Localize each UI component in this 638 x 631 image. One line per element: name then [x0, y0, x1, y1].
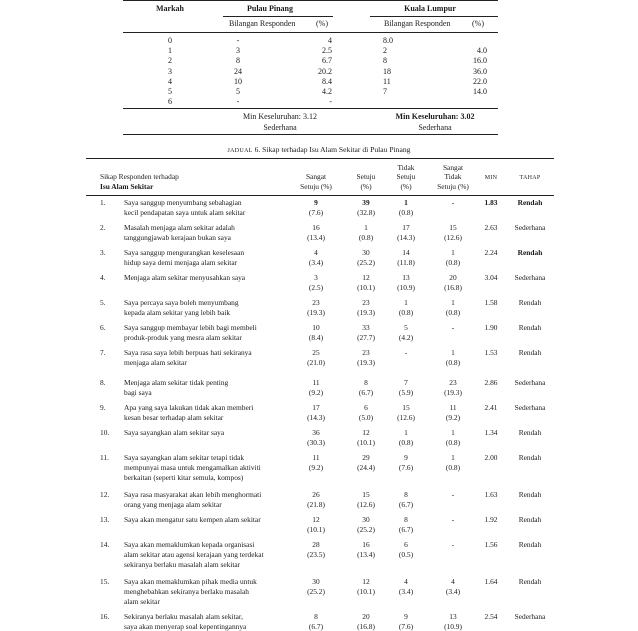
table6-cell-agree: 23	[362, 298, 370, 307]
table6-cell-strongly-disagree-pct: (0.8)	[445, 308, 461, 318]
table6-cell-strongly-agree: 4	[314, 248, 318, 257]
table6-cell-strongly-disagree-pct: (0.8)	[445, 358, 461, 368]
table6-cell-strongly-agree: 10	[312, 323, 320, 332]
table5-cell-pp-count: -	[236, 36, 240, 45]
table6-cell-agree: 12	[362, 577, 370, 586]
table6-cell-agree: 12	[362, 273, 370, 282]
table5-cell-markah: 2	[168, 56, 172, 66]
table5-cell-pp-count: -	[236, 97, 240, 107]
table6-statement-line: berkaitan (seperti kitar semula, kompos)	[124, 473, 244, 483]
table6-cell-strongly-disagree: -	[451, 323, 455, 332]
table6-cell-disagree-pct: (10.9)	[397, 283, 415, 293]
table6-cell-agree: 33	[362, 323, 370, 332]
table6-header-sts-line1: Sangat	[442, 163, 464, 172]
table6-cell-agree: 29	[362, 453, 370, 462]
table6-row-number: 12.	[100, 490, 110, 499]
table6-row-number: 11.	[100, 453, 109, 462]
table6-cell-disagree: 17	[402, 223, 410, 232]
table5-cell-markah: 5	[168, 87, 172, 96]
table6-cell-strongly-disagree-pct: (12.6)	[444, 233, 462, 243]
table6-cell-strongly-agree: 12	[312, 515, 320, 524]
table6-cell-disagree: 8	[404, 490, 408, 499]
table6-cell-strongly-agree-pct: (9.2)	[308, 388, 324, 398]
table6-cell-disagree-pct: (12.6)	[397, 413, 415, 423]
table6-statement-line: kepada alam sekitar yang lebih baik	[124, 308, 231, 318]
table5-cell-pp-percent: 4	[328, 36, 332, 45]
table6-cell-agree: 12	[362, 428, 370, 437]
table6-cell-min: 1.90	[484, 323, 498, 332]
table6-cell-agree-pct: (25.2)	[357, 525, 375, 535]
table6-cell-tahap: Rendah	[518, 428, 542, 437]
table6-cell-disagree-pct: (0.8)	[398, 308, 414, 318]
table6-cell-min: 2.63	[484, 223, 498, 232]
table6-row-number: 7.	[100, 348, 106, 357]
table6-header-col1-line1: Sikap Responden terhadap	[100, 172, 179, 181]
table6-header-ss-line2: Setuju (%)	[300, 182, 332, 191]
table6-cell-strongly-disagree-pct: (10.9)	[444, 622, 462, 631]
table6-cell-disagree-pct: (6.7)	[398, 500, 414, 510]
table6-header-sts-line2: Tidak	[444, 172, 462, 181]
table6-cell-strongly-agree: 17	[312, 403, 320, 412]
table6-cell-disagree-pct: (7.6)	[398, 622, 414, 631]
table6-cell-min: 2.86	[484, 378, 498, 387]
table5-top-rule	[123, 0, 498, 1]
table6-cell-strongly-agree-pct: (13.4)	[307, 233, 325, 243]
table6-cell-strongly-agree-pct: (21.0)	[307, 358, 325, 368]
table6-cell-min: 1.58	[484, 298, 498, 307]
table6-header-min: MIN	[484, 175, 498, 181]
table6-cell-tahap: Rendah	[518, 540, 542, 549]
table6-cell-strongly-disagree-pct: (9.2)	[445, 413, 461, 423]
table5-cell-markah: 6	[168, 97, 172, 107]
table6-cell-disagree: 4	[404, 577, 408, 586]
table5-cell-pp-count: 10	[234, 76, 242, 86]
table6-statement-line: kecil pendapatan saya untuk alam sekitar	[124, 208, 246, 218]
table6-cell-min: 2.24	[484, 248, 498, 257]
table6-cell-strongly-agree-pct: (25.2)	[307, 587, 325, 597]
table6-statement-line: menghebahkan sekiranya berlaku masalah	[124, 587, 249, 597]
table5-header-kl-bilangan: Bilangan Responden	[384, 19, 451, 28]
table5-cell-markah: 1	[168, 46, 172, 56]
table5-header-bottom-rule	[123, 32, 498, 33]
table6-cell-strongly-agree: 8	[314, 612, 318, 621]
table5-cell-kl-count: 8	[383, 56, 387, 66]
table6-cell-tahap: Rendah	[518, 453, 542, 462]
table6-statement-line: Saya sayangkan alam sekitar tetapi tidak	[124, 453, 245, 462]
table6-row-number: 2.	[100, 223, 106, 232]
table6-statement-line: orang yang menjaga alam sekitar	[124, 500, 222, 510]
table5-header-pp-percent: (%)	[316, 19, 328, 28]
table6-row-number: 15.	[100, 577, 110, 586]
table5-cell-pp-percent: 8.4	[322, 76, 332, 86]
table6-row-number: 9.	[100, 403, 106, 412]
table6-cell-disagree: 1	[404, 428, 408, 437]
table6-cell-disagree: 15	[402, 403, 410, 412]
table6-cell-strongly-agree-pct: (19.3)	[307, 308, 325, 318]
table5-cell-kl-count: 2	[383, 46, 387, 56]
table6-cell-tahap: Sederhana	[514, 273, 546, 282]
table6-cell-strongly-agree: 23	[312, 298, 320, 307]
table6-header-s-line1: Setuju	[356, 172, 376, 181]
table5-kl-mean: Min Keseluruhan: 3.02	[395, 112, 475, 121]
table6-cell-strongly-agree: 36	[312, 428, 320, 437]
table6-cell-strongly-disagree: 4	[451, 577, 455, 586]
table6-cell-strongly-agree: 11	[312, 453, 320, 462]
table6-cell-disagree-pct: (0.5)	[398, 550, 414, 560]
table6-statement-line: Saya percaya saya boleh menyumbang	[124, 298, 239, 307]
table6-row-number: 5.	[100, 298, 106, 307]
table6-cell-disagree-pct: (0.8)	[398, 438, 414, 448]
table6-header-ts-line1: Tidak	[397, 163, 415, 172]
table6-statement-line: Saya rasa saya lebih berpuas hati sekiranya	[124, 348, 252, 357]
table6-statement-line: Masalah menjaga alam sekitar adalah	[124, 223, 235, 232]
table5-cell-pp-count: 3	[236, 46, 240, 56]
table6-cell-strongly-agree-pct: (6.7)	[308, 622, 324, 631]
table6-cell-agree-pct: (24.4)	[357, 463, 375, 473]
table5-body-bottom-rule	[123, 108, 498, 109]
table6-cell-agree-pct: (19.3)	[357, 308, 375, 318]
table6-row-number: 14.	[100, 540, 110, 549]
table6-cell-disagree-pct: (14.3)	[397, 233, 415, 243]
table6-statement-line: Saya akan memaklumkan pihak media untuk	[124, 577, 257, 586]
table5-header-pulau-pinang: Pulau Pinang	[246, 4, 293, 13]
table6-header-s-line2: (%)	[360, 182, 372, 191]
table6-cell-strongly-disagree-pct: (16.8)	[444, 283, 462, 293]
table6-header-ss-line1: Sangat	[305, 172, 327, 181]
table6-cell-strongly-agree-pct: (21.8)	[307, 500, 325, 510]
table6-cell-agree-pct: (10.1)	[357, 438, 375, 448]
table6-cell-agree-pct: (10.1)	[357, 283, 375, 293]
table5-cell-markah: 3	[168, 66, 172, 76]
table6-cell-disagree: 8	[404, 515, 408, 524]
table5-cell-pp-percent: -	[329, 97, 332, 107]
table6-cell-strongly-agree-pct: (2.5)	[308, 283, 324, 293]
table5-cell-kl-count: 7	[383, 87, 387, 96]
table5-cell-kl-percent: 22.0	[473, 76, 487, 86]
table6-cell-disagree-pct: (7.6)	[398, 463, 414, 473]
table6-cell-agree: 20	[362, 612, 370, 621]
table6-cell-strongly-agree-pct: (3.4)	[308, 258, 324, 268]
table5-cell-markah: 0	[168, 36, 172, 45]
table6-cell-agree-pct: (12.6)	[357, 500, 375, 510]
table6-cell-strongly-disagree: 1	[451, 453, 455, 462]
table6-cell-strongly-agree: 9	[314, 198, 318, 207]
table6-header-ts-line3: (%)	[400, 182, 412, 191]
table6-cell-strongly-disagree-pct: (3.4)	[445, 587, 461, 597]
table6-cell-agree-pct: (27.7)	[357, 333, 375, 343]
table6-row-number: 4.	[100, 273, 106, 282]
table6-statement-line: mempunyai masa untuk mengamalkan aktiviti	[124, 463, 261, 473]
table5-header-subrule-kl	[370, 16, 498, 17]
table6-cell-strongly-disagree-pct: (0.8)	[445, 438, 461, 448]
table6-cell-strongly-disagree-pct: (0.8)	[445, 258, 461, 268]
table6-cell-tahap: Rendah	[518, 490, 542, 499]
table5-header-pp-bilangan: Bilangan Responden	[229, 19, 296, 28]
table6-cell-strongly-disagree: 11	[449, 403, 457, 412]
table6-cell-strongly-disagree: -	[451, 540, 455, 549]
table6-cell-disagree: 1	[404, 298, 408, 307]
table6-statement-line: Saya sayangkan alam sekitar saya	[124, 428, 225, 437]
table6-row-number: 10.	[100, 428, 110, 437]
table6-cell-strongly-agree: 3	[314, 273, 318, 282]
table6-statement-line: tanggungjawab kerajaan bukan saya	[124, 233, 231, 243]
table6-statement-line: hidup saya demi menjaga alam sekitar	[124, 258, 238, 268]
table5-pp-level: Sederhana	[263, 123, 297, 132]
table6-cell-strongly-disagree: 1	[451, 298, 455, 307]
table6-cell-agree: 30	[362, 248, 370, 257]
table5-cell-kl-percent: 4.0	[477, 46, 487, 56]
table6-cell-disagree-pct: (3.4)	[398, 587, 414, 597]
table6-cell-strongly-disagree: 13	[449, 612, 457, 621]
table6-statement-line: menjaga alam sekitar	[124, 358, 187, 368]
table6-cell-strongly-agree-pct: (7.6)	[308, 208, 324, 218]
table6-row-number: 1.	[100, 198, 106, 207]
table6-cell-agree: 16	[362, 540, 370, 549]
table5-cell-kl-count: 18	[383, 66, 391, 76]
table6-cell-disagree: 1	[404, 198, 408, 207]
table6-cell-min: 2.54	[484, 612, 498, 621]
table6-statement-line: Saya sanggup mengurangkan keselesaan	[124, 248, 245, 257]
table6-cell-tahap: Rendah	[517, 248, 543, 257]
table5-cell-kl-percent: 16.0	[473, 56, 487, 66]
table6-cell-strongly-disagree: 1	[451, 348, 455, 357]
table6-cell-strongly-agree: 25	[312, 348, 320, 357]
table6-cell-min: 1.92	[484, 515, 498, 524]
table6-cell-strongly-disagree-pct: (0.8)	[445, 463, 461, 473]
table6-cell-strongly-disagree: -	[451, 490, 455, 499]
table6-cell-min: 1.83	[484, 198, 498, 207]
table6-cell-strongly-agree-pct: (9.2)	[308, 463, 324, 473]
table6-cell-disagree: 7	[404, 378, 408, 387]
table5-cell-pp-count: 8	[236, 56, 240, 66]
table6-cell-agree: 8	[364, 378, 368, 387]
table6-cell-strongly-disagree: -	[451, 515, 455, 524]
table6-cell-agree-pct: (32.8)	[357, 208, 375, 218]
table6-cell-agree-pct: (5.0)	[358, 413, 374, 423]
table6-caption-prefix: JADUAL	[227, 148, 253, 154]
table5-cell-pp-percent: 4.2	[322, 87, 332, 96]
table6-cell-min: 1.56	[484, 540, 498, 549]
table5-header-kuala-lumpur: Kuala Lumpur	[404, 4, 456, 13]
table6-cell-min: 2.00	[484, 453, 498, 462]
table6-cell-tahap: Rendah	[518, 348, 542, 357]
table6-statement-line: sekiranya berlaku masalah alam sekitar	[124, 560, 241, 570]
table6-cell-disagree: -	[404, 348, 408, 357]
table6-cell-agree: 30	[362, 515, 370, 524]
table5-cell-kl-percent: 14.0	[473, 87, 487, 96]
table6-cell-strongly-agree-pct: (8.4)	[308, 333, 324, 343]
table6-header-rule	[86, 195, 554, 196]
table6-cell-min: 3.04	[484, 273, 498, 282]
table6-cell-strongly-disagree: 15	[449, 223, 457, 232]
table6-cell-tahap: Rendah	[517, 198, 543, 207]
table5-cell-kl-count: 11	[383, 76, 391, 86]
table5-pp-mean: Min Keseluruhan: 3.12	[243, 112, 317, 121]
table5-header-kl-percent: (%)	[472, 19, 484, 28]
table6-cell-agree-pct: (0.8)	[358, 233, 374, 243]
table6-caption-text: 6. Sikap terhadap Isu Alam Sekitar di Pulau Pinang	[254, 145, 411, 154]
table6-cell-agree: 39	[362, 198, 370, 207]
table6-cell-min: 1.53	[484, 348, 498, 357]
table5-header-subrule-pp	[223, 16, 333, 17]
table6-statement-line: produk-produk yang mesra alam sekitar	[124, 333, 242, 343]
table6-cell-disagree: 14	[402, 248, 410, 257]
table5-kl-level: Sederhana	[418, 123, 452, 132]
table6-cell-strongly-agree: 11	[312, 378, 320, 387]
table6-cell-agree-pct: (13.4)	[357, 550, 375, 560]
table6-cell-disagree: 9	[404, 612, 408, 621]
table6-statement-line: Saya sanggup membayar lebih bagi membeli	[124, 323, 257, 332]
table6-cell-agree-pct: (10.1)	[357, 587, 375, 597]
table6-cell-disagree: 13	[402, 273, 410, 282]
table6-cell-strongly-agree: 26	[312, 490, 320, 499]
table6-cell-agree-pct: (6.7)	[358, 388, 374, 398]
table6-statement-line: kesan besar terhadap alam sekitar	[124, 413, 224, 423]
table6-row-number: 16.	[100, 612, 110, 621]
table6-cell-disagree-pct: (0.8)	[398, 208, 414, 218]
table6-cell-agree-pct: (25.2)	[357, 258, 375, 268]
table6-cell-agree-pct: (19.3)	[357, 358, 375, 368]
table5-cell-pp-percent: 2.5	[322, 46, 332, 56]
table6-row-number: 6.	[100, 323, 106, 332]
table6-row-number: 13.	[100, 515, 110, 524]
table6-cell-strongly-disagree: 1	[451, 428, 455, 437]
table5-footer-rule	[123, 134, 498, 135]
table6-cell-strongly-disagree: 1	[451, 248, 455, 257]
table6-statement-line: Menjaga alam sekitar tidak penting	[124, 378, 229, 387]
table6-row-number: 3.	[100, 248, 106, 257]
table6-statement-line: Saya rasa masyarakat akan lebih menghormati	[124, 490, 262, 499]
table6-statement-line: Menjaga alam sekitar menyusahkan saya	[124, 273, 246, 282]
table6-cell-strongly-disagree: 20	[449, 273, 457, 282]
table6-cell-tahap: Sederhana	[514, 223, 546, 232]
table6-statement-line: Apa yang saya lakukan tidak akan memberi	[124, 403, 254, 412]
table6-statement-line: Saya akan memaklumkan kepada organisasi	[124, 540, 255, 549]
table6-statement-line: Saya akan mengatur satu kempen alam sekitar	[124, 515, 261, 524]
table6-cell-strongly-agree: 30	[312, 577, 320, 586]
table6-statement-line: alam sekitar atau agensi kerajaan yang terdekat	[124, 550, 264, 560]
table6-cell-min: 2.41	[484, 403, 498, 412]
table5-cell-kl-percent: 36.0	[473, 66, 487, 76]
table6-cell-tahap: Rendah	[518, 323, 542, 332]
table5-header-markah: Markah	[156, 4, 184, 13]
table6-cell-tahap: Sederhana	[514, 378, 546, 387]
table6-cell-strongly-agree-pct: (30.3)	[307, 438, 325, 448]
table6-cell-strongly-agree-pct: (10.1)	[307, 525, 325, 535]
table6-cell-min: 1.63	[484, 490, 498, 499]
table5-cell-pp-count: 24	[234, 66, 242, 76]
table6-header-ts-line2: Setuju	[396, 172, 416, 181]
table6-cell-disagree: 5	[404, 323, 408, 332]
table6-cell-strongly-agree-pct: (14.3)	[307, 413, 325, 423]
table6-row-number: 8.	[100, 378, 106, 387]
table6-cell-strongly-agree: 28	[312, 540, 320, 549]
table6-header-col1-line2: Isu Alam Sekitar	[100, 182, 154, 191]
table6-cell-tahap: Rendah	[518, 577, 542, 586]
table6-cell-strongly-disagree: 23	[449, 378, 457, 387]
table6-cell-agree: 23	[362, 348, 370, 357]
table5-cell-pp-percent: 6.7	[322, 56, 332, 66]
table6-caption	[0, 146, 638, 154]
table6-header-sts-line3: Setuju (%)	[437, 182, 469, 191]
table6-cell-agree: 1	[364, 223, 368, 232]
table6-top-rule	[86, 158, 554, 159]
table6-cell-disagree-pct: (4.2)	[398, 333, 414, 343]
table6-cell-strongly-agree: 16	[312, 223, 320, 232]
table6-cell-min: 1.64	[484, 577, 498, 586]
table6-cell-disagree: 6	[404, 540, 408, 549]
table6-cell-agree: 15	[362, 490, 370, 499]
table6-cell-disagree-pct: (6.7)	[398, 525, 414, 535]
table6-statement-line: bagi saya	[124, 388, 152, 398]
table6-cell-strongly-agree-pct: (23.5)	[307, 550, 325, 560]
table5-cell-markah: 4	[168, 76, 172, 86]
table6-cell-tahap: Sederhana	[514, 612, 546, 621]
table6-statement-line: saya akan menyerap soal kepentingannya	[124, 622, 247, 631]
table6-cell-disagree-pct: (5.9)	[398, 388, 414, 398]
table6-cell-tahap: Sederhana	[514, 403, 546, 412]
table6-statement-line: Saya sanggup menyumbang sebahagian	[124, 198, 242, 207]
table6-cell-agree: 6	[364, 403, 368, 412]
table6-cell-tahap: Rendah	[518, 298, 542, 307]
table6-cell-agree-pct: (16.8)	[357, 622, 375, 631]
table6-cell-disagree: 9	[404, 453, 408, 462]
table6-cell-disagree-pct: (11.8)	[397, 258, 415, 268]
table5-cell-kl-count: 8.0	[383, 36, 393, 45]
table6-cell-strongly-disagree: -	[451, 198, 455, 207]
table5-cell-pp-percent: 20.2	[318, 66, 332, 76]
table6-cell-min: 1.34	[484, 428, 498, 437]
table6-statement-line: Sekiranya berlaku masalah alam sekitar,	[124, 612, 243, 621]
table6-statement-line: alam sekitar	[124, 597, 160, 607]
table6-cell-strongly-disagree-pct: (19.3)	[444, 388, 462, 398]
table5-cell-pp-count: 5	[236, 87, 240, 96]
table6-cell-tahap: Rendah	[518, 515, 542, 524]
table6-header-tahap: TAHAP	[519, 175, 541, 181]
